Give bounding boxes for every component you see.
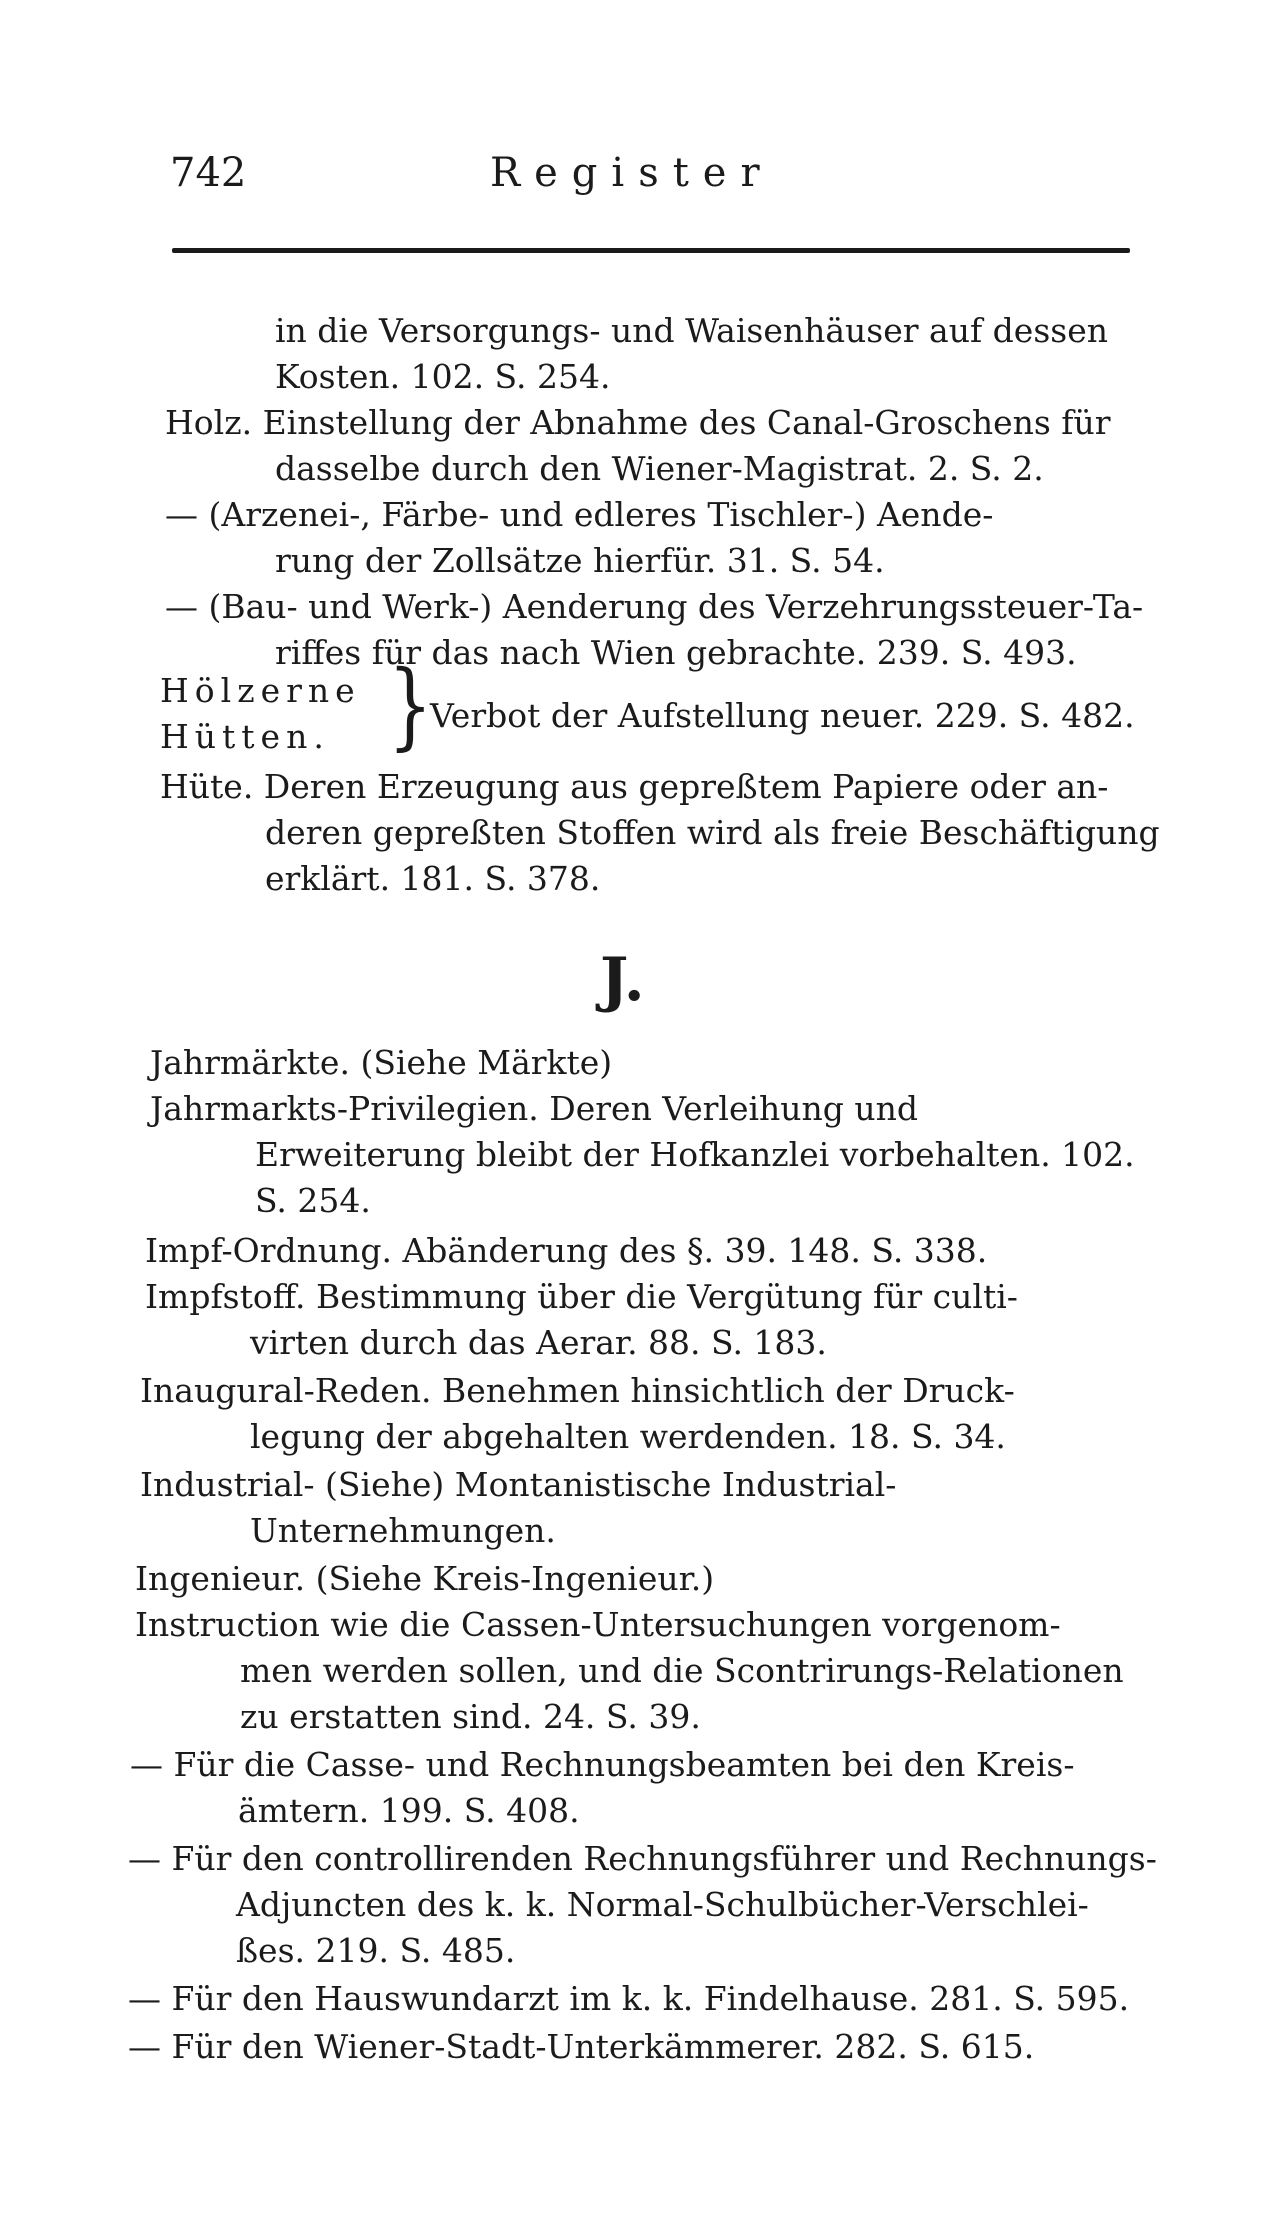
- entry-line: erklärt. 181. S. 378.: [265, 859, 601, 898]
- entry-line: Verbot der Aufstellung neuer. 229. S. 482.: [430, 696, 1135, 735]
- entry-line: ßes. 219. S. 485.: [236, 1931, 516, 1970]
- entry-line: in die Versorgungs- und Waisenhäuser auf dessen: [275, 311, 1108, 350]
- entry-line: Unternehmungen.: [250, 1511, 556, 1550]
- entry-line: — Für den controllirenden Rechnungsführer und Rechnungs-: [128, 1839, 1157, 1878]
- header-rule: [172, 248, 1130, 253]
- entry-line: virten durch das Aerar. 88. S. 183.: [250, 1323, 827, 1362]
- entry-line: men werden sollen, und die Scontrirungs-Relationen: [240, 1651, 1124, 1690]
- entry-line: Erweiterung bleibt der Hofkanzlei vorbehalten. 102.: [255, 1135, 1135, 1174]
- entry-line: zu erstatten sind. 24. S. 39.: [240, 1697, 701, 1736]
- entry-line: — Für die Casse- und Rechnungsbeamten bei den Kreis-: [130, 1745, 1075, 1784]
- entry-line: — (Arzenei-, Färbe- und edleres Tischler-) Aende-: [165, 495, 994, 534]
- entry-line: dasselbe durch den Wiener-Magistrat. 2. S. 2.: [275, 449, 1044, 488]
- brace-mark: }: [388, 649, 433, 761]
- entry-line: riffes für das nach Wien gebrachte. 239. S. 493.: [275, 633, 1077, 672]
- entry-heading: Hütten.: [160, 717, 330, 756]
- entry-line: — Für den Wiener-Stadt-Unterkämmerer. 282. S. 615.: [128, 2027, 1035, 2066]
- entry-line: Jahrmarkts-Privilegien. Deren Verleihung und: [150, 1089, 919, 1128]
- entry-line: Adjuncten des k. k. Normal-Schulbücher-Verschlei-: [236, 1885, 1089, 1924]
- page-header: [170, 150, 1130, 210]
- entry-line: Hüte. Deren Erzeugung aus gepreßtem Papiere oder an-: [160, 767, 1109, 806]
- entry-line: Jahrmärkte. (Siehe Märkte): [150, 1043, 613, 1082]
- entry-line: Holz. Einstellung der Abnahme des Canal-Groschens für: [165, 403, 1111, 442]
- entry-line: — Für den Hauswundarzt im k. k. Findelhause. 281. S. 595.: [128, 1979, 1130, 2018]
- entry-line: Impf-Ordnung. Abänderung des §. 39. 148. S. 338.: [145, 1231, 988, 1270]
- section-letter: J.: [600, 945, 645, 1015]
- entry-line: Ingenieur. (Siehe Kreis-Ingenieur.): [135, 1559, 715, 1598]
- entry-line: Inaugural-Reden. Benehmen hinsichtlich der Druck-: [140, 1371, 1015, 1410]
- entry-line: Instruction wie die Cassen-Untersuchungen vorgenom-: [135, 1605, 1061, 1644]
- entry-line: Impfstoff. Bestimmung über die Vergütung für culti-: [145, 1277, 1018, 1316]
- entry-line: Industrial- (Siehe) Montanistische Industrial-: [140, 1465, 897, 1504]
- entry-line: legung der abgehalten werdenden. 18. S. 34.: [250, 1417, 1006, 1456]
- entry-line: Kosten. 102. S. 254.: [275, 357, 611, 396]
- entry-line: rung der Zollsätze hierfür. 31. S. 54.: [275, 541, 885, 580]
- entry-line: S. 254.: [255, 1181, 371, 1220]
- entry-line: — (Bau- und Werk-) Aenderung des Verzehrungssteuer-Ta-: [165, 587, 1144, 626]
- entry-line: deren gepreßten Stoffen wird als freie Beschäftigung: [265, 813, 1160, 852]
- running-title: Register: [490, 150, 774, 196]
- page-number: 742: [170, 150, 247, 196]
- entry-line: ämtern. 199. S. 408.: [238, 1791, 580, 1830]
- entry-heading: Hölzerne: [160, 671, 361, 710]
